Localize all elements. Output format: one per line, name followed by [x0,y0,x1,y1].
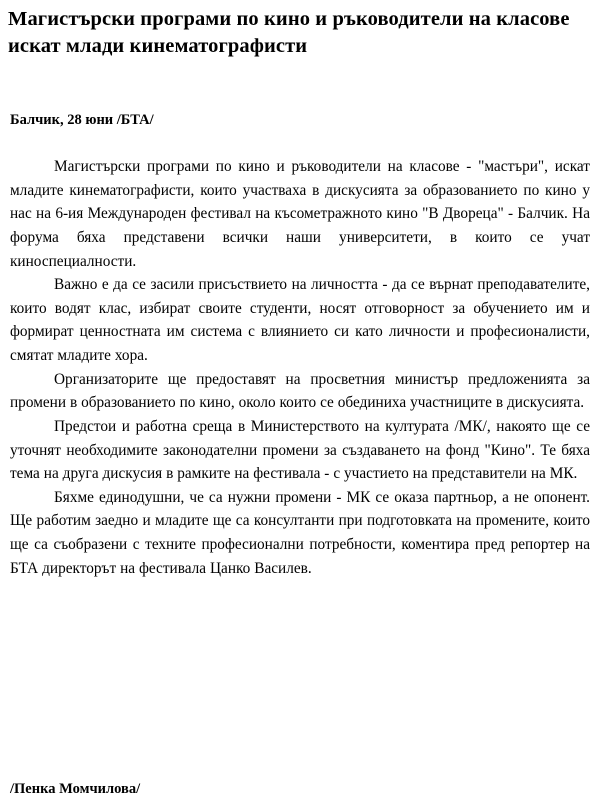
page-title: Магистърски програми по кино и ръководители на класове искат млади кинематографисти [8,8,570,58]
dateline: Балчик, 28 юни /БТА/ [10,112,154,129]
paragraph: Бяхме единодушни, че са нужни промени - МК се оказа партньор, а не опонент. Ще работим заедно и младите ще са консултанти при подготовката на промените, които ще са съобразени с техните професионални потребности, коментира пред репортер на БТА директорът на фестивала Цанко Василев. [10,488,590,577]
paragraph: Предстои и работна среща в Министерството на културата /МК/, накоято ще се уточнят необходимите законодателни промени за създаването на фонд "Кино". Те бяха тема на друга дискусия в рамките на фестивала - с участието на представители на МК. [10,417,590,483]
paragraph: Важно е да се засили присъствието на личността - да се върнат преподавателите, които водят клас, избират своите студенти, носят отговорност за обучението им и формират ценностната им система с влиянието си като личности и професионалисти, смятат младите хора. [10,276,590,365]
paragraph: Магистърски програми по кино и ръководители на класове - "мастъри", искат младите кинематографисти, които участваха в дискусията за образованието по кино у нас на 6-ия Международен фестивал на късометражното кино "В Двореца" - Балчик. На форума бяха представени всички наши университети, в които се учат киноспециалности. [10,158,590,270]
article-body [8,155,592,580]
dateline-spacer [8,129,592,155]
byline-container [8,781,592,798]
paragraph: Организаторите ще предоставят на просветния министър предложенията за промени в образованието по кино, около които се обединиха участниците в дискусията. [10,370,590,412]
headline-spacer [8,60,592,112]
byline: /Пенка Момчилова/ [10,781,141,797]
